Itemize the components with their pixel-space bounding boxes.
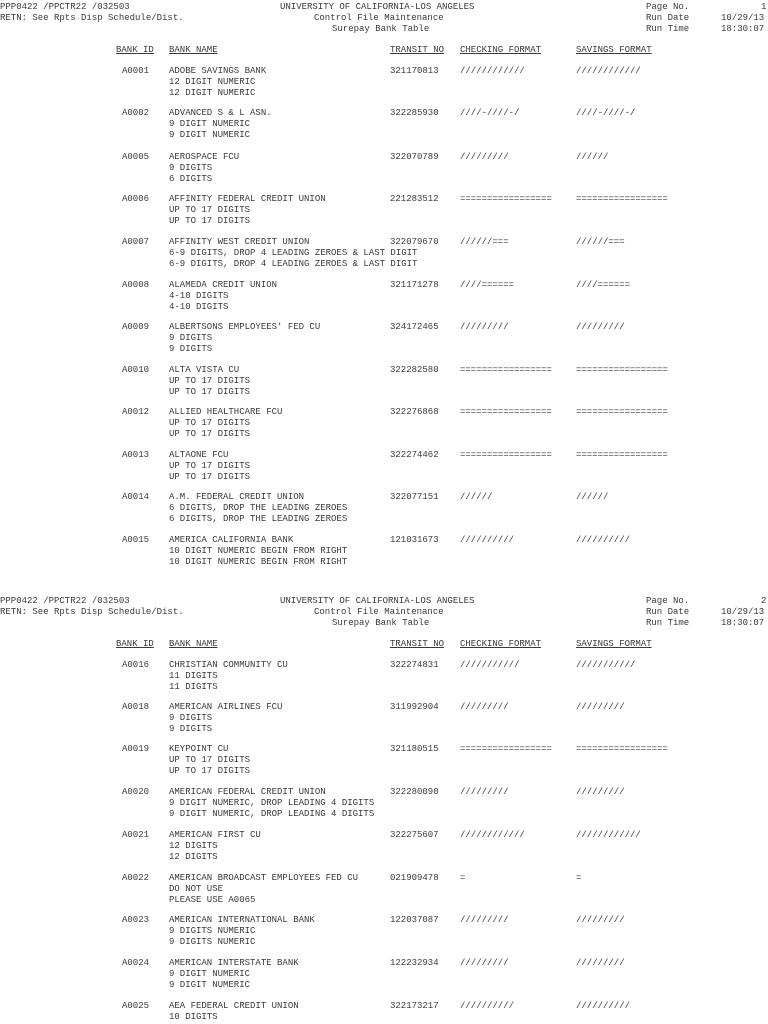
run-date: 10/29/13 <box>721 607 765 617</box>
checking-description: 9 DIGIT NUMERIC, DROP LEADING 4 DIGITS <box>169 798 375 808</box>
transit-no: 322077151 <box>390 492 439 502</box>
checking-format: ///////// <box>460 702 509 712</box>
savings-format: ================= <box>576 450 668 460</box>
bank-id: A0001 <box>122 66 150 76</box>
column-header-savings-format: SAVINGS FORMAT <box>576 639 652 649</box>
savings-description: 9 DIGIT NUMERIC <box>169 980 251 990</box>
savings-format: ///////// <box>576 915 625 925</box>
transit-no: 322275607 <box>390 830 439 840</box>
bank-name: AFFINITY FEDERAL CREDIT UNION <box>169 194 326 204</box>
transit-no: 322070789 <box>390 152 439 162</box>
transit-no: 311992904 <box>390 702 439 712</box>
savings-format: ////////// <box>576 535 631 545</box>
checking-description: UP TO 17 DIGITS <box>169 461 251 471</box>
run-time: 18:30:07 <box>721 618 765 628</box>
transit-no: 322276868 <box>390 407 439 417</box>
column-header-bank-id: BANK ID <box>116 45 154 55</box>
bank-id: A0010 <box>122 365 150 375</box>
checking-description: 10 DIGITS <box>169 1012 218 1022</box>
savings-description: UP TO 17 DIGITS <box>169 766 251 776</box>
savings-description: 12 DIGITS <box>169 852 218 862</box>
savings-format: = <box>576 873 582 883</box>
savings-format: ///////// <box>576 958 625 968</box>
run-date: 10/29/13 <box>721 13 765 23</box>
bank-id: A0023 <box>122 915 150 925</box>
checking-format: ////-////-/ <box>460 108 520 118</box>
savings-description: UP TO 17 DIGITS <box>169 387 251 397</box>
bank-name: KEYPOINT CU <box>169 744 229 754</box>
bank-name: AMERICAN FEDERAL CREDIT UNION <box>169 787 326 797</box>
run-time-label: Run Time <box>646 618 690 628</box>
checking-format: ///////// <box>460 322 509 332</box>
column-header-bank-name: BANK NAME <box>169 45 218 55</box>
column-header-savings-format: SAVINGS FORMAT <box>576 45 652 55</box>
checking-description: DO NOT USE <box>169 884 224 894</box>
savings-description: 6-9 DIGITS, DROP 4 LEADING ZEROES & LAST DIGIT <box>169 259 418 269</box>
bank-name: AMERICAN AIRLINES FCU <box>169 702 283 712</box>
savings-description: UP TO 17 DIGITS <box>169 429 251 439</box>
savings-description: 9 DIGITS NUMERIC <box>169 937 256 947</box>
transit-no: 322285930 <box>390 108 439 118</box>
savings-description: PLEASE USE A0065 <box>169 895 256 905</box>
transit-no: 122037087 <box>390 915 439 925</box>
bank-id: A0009 <box>122 322 150 332</box>
bank-id: A0002 <box>122 108 150 118</box>
column-header-bank-name: BANK NAME <box>169 639 218 649</box>
checking-format: ///////// <box>460 915 509 925</box>
savings-description: 6 DIGITS <box>169 174 213 184</box>
savings-format: ////// <box>576 152 609 162</box>
savings-format: ///////// <box>576 787 625 797</box>
savings-format: //////////// <box>576 66 641 76</box>
savings-format: ////-////-/ <box>576 108 636 118</box>
checking-format: ================= <box>460 194 552 204</box>
transit-no: 221283512 <box>390 194 439 204</box>
transit-no: 322282580 <box>390 365 439 375</box>
transit-no: 324172465 <box>390 322 439 332</box>
savings-description: 4-10 DIGITS <box>169 302 229 312</box>
report-id: PPP0422 /PPCTR22 /032503 <box>0 2 130 12</box>
system-title: Control File Maintenance <box>314 607 444 617</box>
savings-format: //////=== <box>576 237 625 247</box>
bank-id: A0021 <box>122 830 150 840</box>
transit-no: 021909478 <box>390 873 439 883</box>
checking-format: ================= <box>460 407 552 417</box>
bank-name: AEROSPACE FCU <box>169 152 240 162</box>
column-header-checking-format: CHECKING FORMAT <box>460 639 542 649</box>
savings-format: ////====== <box>576 280 631 290</box>
university-title: UNIVERSITY OF CALIFORNIA-LOS ANGELES <box>280 2 475 12</box>
checking-format: /////////// <box>460 660 520 670</box>
checking-description: UP TO 17 DIGITS <box>169 755 251 765</box>
transit-no: 322274462 <box>390 450 439 460</box>
retention-note: RETN: See Rpts Disp Schedule/Dist. <box>0 607 184 617</box>
bank-name: AFFINITY WEST CREDIT UNION <box>169 237 310 247</box>
bank-name: ALTAONE FCU <box>169 450 229 460</box>
checking-description: 4-10 DIGITS <box>169 291 229 301</box>
savings-description: 9 DIGITS <box>169 724 213 734</box>
column-header-transit-no: TRANSIT NO <box>390 45 445 55</box>
checking-description: 9 DIGITS <box>169 713 213 723</box>
retention-note: RETN: See Rpts Disp Schedule/Dist. <box>0 13 184 23</box>
bank-id: A0007 <box>122 237 150 247</box>
bank-name: ADVANCED S & L ASN. <box>169 108 272 118</box>
bank-name: ALBERTSONS EMPLOYEES' FED CU <box>169 322 321 332</box>
transit-no: 322280090 <box>390 787 439 797</box>
checking-format: ///////// <box>460 787 509 797</box>
savings-description: 9 DIGIT NUMERIC, DROP LEADING 4 DIGITS <box>169 809 375 819</box>
transit-no: 321170813 <box>390 66 439 76</box>
transit-no: 322079670 <box>390 237 439 247</box>
bank-id: A0012 <box>122 407 150 417</box>
checking-description: 6 DIGITS, DROP THE LEADING ZEROES <box>169 503 348 513</box>
checking-description: 9 DIGIT NUMERIC <box>169 119 251 129</box>
checking-format: ////====== <box>460 280 515 290</box>
transit-no: 321171278 <box>390 280 439 290</box>
bank-id: A0024 <box>122 958 150 968</box>
checking-format: //////=== <box>460 237 509 247</box>
page-number: 1 <box>761 2 767 12</box>
savings-format: ///////// <box>576 322 625 332</box>
bank-name: AMERICAN BROADCAST EMPLOYEES FED CU <box>169 873 359 883</box>
savings-format: ////////// <box>576 1001 631 1011</box>
transit-no: 121031673 <box>390 535 439 545</box>
checking-description: UP TO 17 DIGITS <box>169 205 251 215</box>
column-header-bank-id: BANK ID <box>116 639 154 649</box>
bank-name: A.M. FEDERAL CREDIT UNION <box>169 492 305 502</box>
bank-name: ADOBE SAVINGS BANK <box>169 66 267 76</box>
savings-description: UP TO 17 DIGITS <box>169 472 251 482</box>
bank-name: ALAMEDA CREDIT UNION <box>169 280 278 290</box>
bank-id: A0016 <box>122 660 150 670</box>
savings-format: ///////// <box>576 702 625 712</box>
checking-description: 12 DIGIT NUMERIC <box>169 77 256 87</box>
checking-description: 9 DIGITS <box>169 333 213 343</box>
bank-name: AEA FEDERAL CREDIT UNION <box>169 1001 299 1011</box>
bank-id: A0013 <box>122 450 150 460</box>
savings-description: 10 DIGIT NUMERIC BEGIN FROM RIGHT <box>169 557 348 567</box>
table-title: Surepay Bank Table <box>332 618 430 628</box>
bank-name: ALTA VISTA CU <box>169 365 240 375</box>
bank-name: AMERICAN INTERNATIONAL BANK <box>169 915 315 925</box>
system-title: Control File Maintenance <box>314 13 444 23</box>
report-page-1 <box>0 2 768 594</box>
bank-id: A0019 <box>122 744 150 754</box>
checking-description: 9 DIGIT NUMERIC <box>169 969 251 979</box>
bank-id: A0005 <box>122 152 150 162</box>
checking-description: 11 DIGITS <box>169 671 218 681</box>
bank-name: AMERICAN INTERSTATE BANK <box>169 958 299 968</box>
checking-format: ////////// <box>460 535 515 545</box>
report-id: PPP0422 /PPCTR22 /032503 <box>0 596 130 606</box>
bank-id: A0014 <box>122 492 150 502</box>
transit-no: 322274831 <box>390 660 439 670</box>
university-title: UNIVERSITY OF CALIFORNIA-LOS ANGELES <box>280 596 475 606</box>
page-label: Page No. <box>646 2 690 12</box>
savings-format: ================= <box>576 365 668 375</box>
savings-description: 12 DIGIT NUMERIC <box>169 88 256 98</box>
transit-no: 122232934 <box>390 958 439 968</box>
checking-format: ////// <box>460 492 493 502</box>
checking-description: 9 DIGITS <box>169 163 213 173</box>
bank-id: A0022 <box>122 873 150 883</box>
savings-description: 9 DIGITS <box>169 344 213 354</box>
checking-description: 6-9 DIGITS, DROP 4 LEADING ZEROES & LAST DIGIT <box>169 248 418 258</box>
transit-no: 321180515 <box>390 744 439 754</box>
checking-description: 9 DIGITS NUMERIC <box>169 926 256 936</box>
page-label: Page No. <box>646 596 690 606</box>
checking-description: 12 DIGITS <box>169 841 218 851</box>
bank-name: AMERICAN FIRST CU <box>169 830 261 840</box>
column-header-transit-no: TRANSIT NO <box>390 639 445 649</box>
checking-format: ================= <box>460 365 552 375</box>
checking-format: = <box>460 873 466 883</box>
checking-format: ////////// <box>460 1001 515 1011</box>
bank-id: A0018 <box>122 702 150 712</box>
checking-format: ================= <box>460 744 552 754</box>
savings-description: UP TO 17 DIGITS <box>169 216 251 226</box>
bank-id: A0025 <box>122 1001 150 1011</box>
checking-format: //////////// <box>460 66 525 76</box>
run-date-label: Run Date <box>646 607 690 617</box>
checking-format: ================= <box>460 450 552 460</box>
bank-id: A0006 <box>122 194 150 204</box>
table-title: Surepay Bank Table <box>332 24 430 34</box>
run-time: 18:30:07 <box>721 24 765 34</box>
checking-description: 10 DIGIT NUMERIC BEGIN FROM RIGHT <box>169 546 348 556</box>
checking-description: UP TO 17 DIGITS <box>169 418 251 428</box>
checking-format: ///////// <box>460 958 509 968</box>
savings-format: ////// <box>576 492 609 502</box>
run-date-label: Run Date <box>646 13 690 23</box>
savings-description: 9 DIGIT NUMERIC <box>169 130 251 140</box>
bank-name: ALLIED HEALTHCARE FCU <box>169 407 283 417</box>
bank-id: A0015 <box>122 535 150 545</box>
run-time-label: Run Time <box>646 24 690 34</box>
savings-description: 6 DIGITS, DROP THE LEADING ZEROES <box>169 514 348 524</box>
bank-id: A0020 <box>122 787 150 797</box>
bank-name: AMERICA CALIFORNIA BANK <box>169 535 294 545</box>
column-header-checking-format: CHECKING FORMAT <box>460 45 542 55</box>
savings-description: 11 DIGITS <box>169 682 218 692</box>
savings-format: ================= <box>576 194 668 204</box>
checking-description: UP TO 17 DIGITS <box>169 376 251 386</box>
transit-no: 322173217 <box>390 1001 439 1011</box>
savings-format: ================= <box>576 407 668 417</box>
report-page-2 <box>0 596 768 1024</box>
bank-name: CHRISTIAN COMMUNITY CU <box>169 660 288 670</box>
savings-format: ================= <box>576 744 668 754</box>
page-number: 2 <box>761 596 767 606</box>
checking-format: //////////// <box>460 830 525 840</box>
bank-id: A0008 <box>122 280 150 290</box>
checking-format: ///////// <box>460 152 509 162</box>
savings-format: //////////// <box>576 830 641 840</box>
savings-format: /////////// <box>576 660 636 670</box>
